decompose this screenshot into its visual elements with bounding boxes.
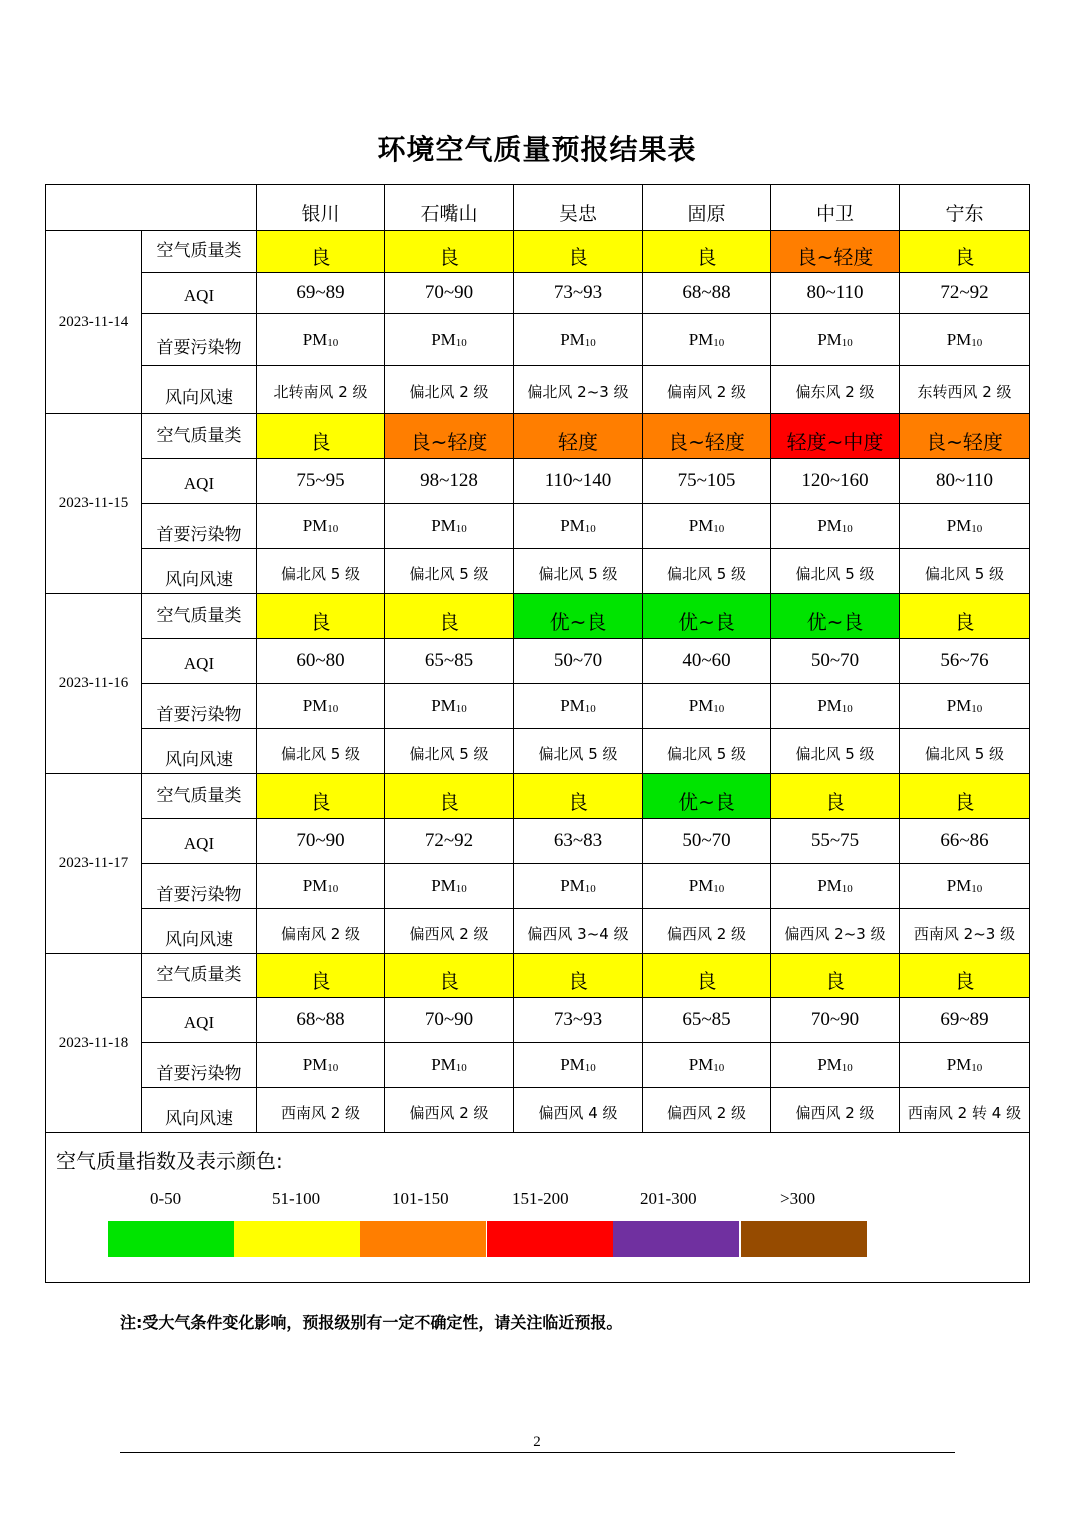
legend-range-label: >300 (780, 1189, 816, 1208)
pollutant-name: PM (560, 696, 585, 715)
wind-cell: 偏北风 5 级 (385, 549, 514, 594)
pollutant-subscript: 10 (841, 703, 853, 715)
aqi-cell: 65~85 (385, 639, 514, 684)
row-label-wind: 风向风速 (142, 549, 257, 594)
wind-cell: 偏北风 5 级 (900, 549, 1030, 594)
forecast-date: 2023-11-18 (46, 954, 142, 1133)
pollutant-name: PM (431, 696, 456, 715)
pollutant-name: PM (560, 329, 585, 349)
pollutant-name: PM (302, 516, 328, 535)
pollutant-cell (514, 504, 643, 549)
aqi-cell: 98~128 (385, 459, 514, 504)
pollutant-cell (643, 864, 771, 909)
city-header-row (46, 185, 1030, 231)
row-label-wind: 风向风速 (142, 1088, 257, 1133)
wind-cell: 偏北风 5 级 (514, 729, 643, 774)
aqi-cell: 110~140 (514, 459, 643, 504)
row-label-aqi: AQI (142, 273, 257, 314)
row-label-aqi: AQI (142, 819, 257, 864)
wind-cell: 北转南风 2 级 (257, 366, 385, 414)
pollutant-subscript: 10 (455, 703, 467, 715)
aqi-cell: 50~70 (771, 639, 900, 684)
pollutant-subscript: 10 (713, 336, 725, 349)
row-label-pollutant: 首要污染物 (142, 504, 257, 549)
pollutant-subscript: 10 (841, 883, 853, 895)
pollutant-cell (900, 1043, 1030, 1088)
pollutant-cell (771, 864, 900, 909)
quality-cell: 良~轻度 (643, 414, 771, 459)
pollutant-cell (385, 684, 514, 729)
pollutant-subscript: 10 (841, 523, 853, 535)
quality-cell: 良 (514, 231, 643, 273)
aqi-row (46, 459, 1030, 504)
pollutant-name: PM (688, 516, 714, 535)
pollutant-name: PM (560, 516, 585, 535)
pollutant-cell (643, 1043, 771, 1088)
wind-row (46, 549, 1030, 594)
quality-row (46, 231, 1030, 273)
aqi-cell: 70~90 (385, 998, 514, 1043)
quality-cell: 良 (900, 231, 1030, 273)
aqi-cell: 55~75 (771, 819, 900, 864)
pollutant-name: PM (946, 1055, 972, 1074)
pollutant-cell (385, 1043, 514, 1088)
wind-cell: 偏西风 2 级 (385, 1088, 514, 1133)
city-header: 石嘴山 (385, 185, 514, 231)
pollutant-subscript: 10 (327, 703, 339, 715)
pollutant-subscript: 10 (327, 883, 339, 895)
pollutant-name: PM (817, 1055, 842, 1074)
pollutant-name: PM (560, 876, 585, 895)
row-label-aqi: AQI (142, 459, 257, 504)
pollutant-subscript: 10 (455, 523, 467, 535)
pollutant-subscript: 10 (584, 703, 596, 715)
city-header: 中卫 (771, 185, 900, 231)
quality-cell: 良 (643, 231, 771, 273)
quality-cell: 良 (385, 954, 514, 998)
city-header: 固原 (643, 185, 771, 231)
pollutant-subscript: 10 (584, 523, 596, 535)
pollutant-subscript: 10 (455, 1062, 467, 1074)
aqi-legend (46, 1133, 1030, 1283)
pollutant-row (46, 314, 1030, 366)
pollutant-name: PM (431, 516, 456, 535)
wind-cell: 偏西风 2 级 (643, 909, 771, 954)
aqi-cell: 80~110 (771, 273, 900, 314)
aqi-cell: 63~83 (514, 819, 643, 864)
wind-cell: 偏北风 5 级 (771, 729, 900, 774)
pollutant-subscript: 10 (584, 1062, 596, 1074)
row-label-wind: 风向风速 (142, 909, 257, 954)
quality-cell: 良~轻度 (385, 414, 514, 459)
pollutant-name: PM (431, 1055, 456, 1074)
aqi-cell: 73~93 (514, 273, 643, 314)
pollutant-cell (900, 504, 1030, 549)
quality-cell: 良 (257, 954, 385, 998)
quality-cell: 优~良 (643, 774, 771, 819)
row-label-wind: 风向风速 (142, 729, 257, 774)
row-label-pollutant: 首要污染物 (142, 1043, 257, 1088)
pollutant-name: PM (302, 696, 328, 715)
legend-color-swatch (108, 1221, 234, 1257)
row-label-quality: 空气质量类 (142, 594, 257, 639)
row-label-quality: 空气质量类 (142, 414, 257, 459)
forecast-date: 2023-11-14 (46, 231, 142, 414)
pollutant-row (46, 864, 1030, 909)
quality-cell: 良 (900, 774, 1030, 819)
aqi-cell: 70~90 (771, 998, 900, 1043)
wind-cell: 偏西风 2 级 (771, 1088, 900, 1133)
pollutant-subscript: 10 (713, 1062, 725, 1074)
pollutant-cell (514, 314, 643, 366)
quality-cell: 良 (257, 231, 385, 273)
quality-cell: 轻度~中度 (771, 414, 900, 459)
wind-cell: 偏北风 5 级 (771, 549, 900, 594)
pollutant-name: PM (946, 876, 972, 895)
wind-cell: 偏北风 5 级 (257, 729, 385, 774)
pollutant-name: PM (688, 329, 714, 349)
wind-cell: 偏北风 5 级 (385, 729, 514, 774)
aqi-cell: 56~76 (900, 639, 1030, 684)
pollutant-name: PM (688, 696, 714, 715)
legend-color-swatch (487, 1221, 613, 1257)
aqi-row (46, 998, 1030, 1043)
footer-rule (120, 1452, 955, 1453)
wind-row (46, 366, 1030, 414)
legend-color-swatch (741, 1221, 867, 1257)
quality-cell: 轻度 (514, 414, 643, 459)
pollutant-name: PM (817, 516, 842, 535)
row-label-aqi: AQI (142, 639, 257, 684)
document-title: 环境空气质量预报结果表 (377, 133, 697, 166)
pollutant-subscript: 10 (584, 883, 596, 895)
aqi-row (46, 273, 1030, 314)
legend-range-label: 51-100 (272, 1189, 321, 1208)
forecast-note: 注:受大气条件变化影响，预报级别有一定不确定性，请关注临近预报。 (120, 1313, 623, 1332)
aqi-cell: 60~80 (257, 639, 385, 684)
pollutant-subscript: 10 (713, 703, 725, 715)
aqi-cell: 50~70 (643, 819, 771, 864)
pollutant-cell (257, 684, 385, 729)
row-label-aqi: AQI (142, 998, 257, 1043)
pollutant-name: PM (560, 1055, 585, 1074)
pollutant-cell (771, 504, 900, 549)
pollutant-row (46, 504, 1030, 549)
pollutant-subscript: 10 (971, 523, 983, 535)
quality-row (46, 774, 1030, 819)
pollutant-name: PM (946, 516, 972, 535)
pollutant-name: PM (688, 1055, 714, 1074)
pollutant-cell (514, 684, 643, 729)
quality-cell: 良 (900, 594, 1030, 639)
aqi-cell: 80~110 (900, 459, 1030, 504)
pollutant-subscript: 10 (841, 336, 853, 349)
row-label-quality: 空气质量类 (142, 231, 257, 273)
forecast-date: 2023-11-17 (46, 774, 142, 954)
row-label-pollutant: 首要污染物 (142, 864, 257, 909)
wind-row (46, 909, 1030, 954)
pollutant-name: PM (302, 329, 328, 349)
quality-cell: 良 (643, 954, 771, 998)
wind-row (46, 1088, 1030, 1133)
pollutant-cell (771, 314, 900, 366)
forecast-date: 2023-11-15 (46, 414, 142, 594)
legend-color-swatch (613, 1221, 739, 1257)
wind-cell: 偏南风 2 级 (643, 366, 771, 414)
quality-cell: 良 (514, 954, 643, 998)
pollutant-subscript: 10 (455, 883, 467, 895)
pollutant-cell (257, 314, 385, 366)
pollutant-cell (385, 314, 514, 366)
legend-range-label: 201-300 (640, 1189, 697, 1208)
legend-color-swatch (234, 1221, 360, 1257)
aqi-cell: 40~60 (643, 639, 771, 684)
legend-color-swatch (360, 1221, 486, 1257)
pollutant-cell (257, 1043, 385, 1088)
legend-row (46, 1133, 1030, 1283)
aqi-cell: 70~90 (257, 819, 385, 864)
wind-cell: 偏北风 5 级 (514, 549, 643, 594)
aqi-cell: 69~89 (900, 998, 1030, 1043)
aqi-cell: 75~95 (257, 459, 385, 504)
wind-cell: 偏西风 2 级 (385, 909, 514, 954)
pollutant-cell (900, 314, 1030, 366)
wind-cell: 偏北风 2~3 级 (514, 366, 643, 414)
quality-cell: 良 (257, 594, 385, 639)
aqi-cell: 73~93 (514, 998, 643, 1043)
city-header: 吴忠 (514, 185, 643, 231)
pollutant-cell (771, 684, 900, 729)
legend-range-label: 101-150 (392, 1189, 449, 1208)
quality-row (46, 954, 1030, 998)
legend-title: 空气质量指数及表示颜色: (56, 1149, 283, 1173)
wind-cell: 偏南风 2 级 (257, 909, 385, 954)
row-label-quality: 空气质量类 (142, 774, 257, 819)
quality-row (46, 414, 1030, 459)
wind-cell: 偏北风 5 级 (257, 549, 385, 594)
pollutant-cell (385, 504, 514, 549)
pollutant-cell (643, 504, 771, 549)
pollutant-name: PM (302, 1055, 328, 1074)
forecast-table (45, 184, 1030, 1283)
pollutant-subscript: 10 (455, 336, 467, 349)
quality-cell: 良 (385, 774, 514, 819)
pollutant-cell (257, 504, 385, 549)
pollutant-cell (900, 684, 1030, 729)
pollutant-cell (385, 864, 514, 909)
corner-cell (46, 185, 257, 231)
pollutant-subscript: 10 (971, 1062, 983, 1074)
wind-cell: 西南风 2~3 级 (900, 909, 1030, 954)
pollutant-name: PM (302, 876, 328, 895)
pollutant-row (46, 1043, 1030, 1088)
row-label-quality: 空气质量类 (142, 954, 257, 998)
forecast-date: 2023-11-16 (46, 594, 142, 774)
quality-cell: 优~良 (643, 594, 771, 639)
pollutant-row (46, 684, 1030, 729)
quality-cell: 良 (385, 231, 514, 273)
wind-cell: 偏北风 5 级 (643, 729, 771, 774)
quality-cell: 良 (257, 414, 385, 459)
pollutant-cell (900, 864, 1030, 909)
aqi-row (46, 639, 1030, 684)
wind-cell: 偏西风 4 级 (514, 1088, 643, 1133)
pollutant-cell (643, 684, 771, 729)
legend-range-label: 151-200 (512, 1189, 569, 1208)
pollutant-subscript: 10 (971, 703, 983, 715)
city-header: 宁东 (900, 185, 1030, 231)
wind-cell: 偏北风 2 级 (385, 366, 514, 414)
pollutant-subscript: 10 (327, 523, 339, 535)
city-header: 银川 (257, 185, 385, 231)
pollutant-subscript: 10 (713, 883, 725, 895)
wind-cell: 东转西风 2 级 (900, 366, 1030, 414)
quality-cell: 优~良 (771, 594, 900, 639)
pollutant-name: PM (431, 876, 456, 895)
wind-cell: 偏西风 2 级 (643, 1088, 771, 1133)
quality-cell: 良 (385, 594, 514, 639)
pollutant-name: PM (946, 329, 972, 349)
pollutant-name: PM (817, 329, 842, 349)
pollutant-name: PM (688, 876, 714, 895)
wind-cell: 偏西风 3~4 级 (514, 909, 643, 954)
quality-cell: 优~良 (514, 594, 643, 639)
wind-cell: 偏北风 5 级 (643, 549, 771, 594)
aqi-cell: 69~89 (257, 273, 385, 314)
aqi-cell: 68~88 (257, 998, 385, 1043)
wind-cell: 偏北风 5 级 (900, 729, 1030, 774)
pollutant-subscript: 10 (713, 523, 725, 535)
aqi-cell: 50~70 (514, 639, 643, 684)
wind-cell: 西南风 2 转 4 级 (900, 1088, 1030, 1133)
legend-range-label: 0-50 (150, 1189, 182, 1208)
page-number: 2 (533, 1434, 541, 1450)
quality-cell: 良 (514, 774, 643, 819)
quality-cell: 良~轻度 (900, 414, 1030, 459)
aqi-cell: 72~92 (900, 273, 1030, 314)
wind-cell: 西南风 2 级 (257, 1088, 385, 1133)
row-label-pollutant: 首要污染物 (142, 314, 257, 366)
row-label-wind: 风向风速 (142, 366, 257, 414)
pollutant-subscript: 10 (841, 1062, 853, 1074)
quality-cell: 良~轻度 (771, 231, 900, 273)
pollutant-name: PM (817, 696, 842, 715)
pollutant-subscript: 10 (327, 336, 339, 349)
pollutant-cell (514, 1043, 643, 1088)
pollutant-name: PM (431, 329, 456, 349)
row-label-pollutant: 首要污染物 (142, 684, 257, 729)
quality-cell: 良 (900, 954, 1030, 998)
pollutant-name: PM (817, 876, 842, 895)
aqi-row (46, 819, 1030, 864)
forecast-table-body (46, 185, 1030, 1283)
pollutant-subscript: 10 (584, 336, 596, 349)
pollutant-subscript: 10 (971, 336, 983, 349)
wind-cell: 偏西风 2~3 级 (771, 909, 900, 954)
aqi-cell: 120~160 (771, 459, 900, 504)
wind-cell: 偏东风 2 级 (771, 366, 900, 414)
pollutant-subscript: 10 (971, 883, 983, 895)
pollutant-subscript: 10 (327, 1062, 339, 1074)
wind-row (46, 729, 1030, 774)
pollutant-cell (257, 864, 385, 909)
aqi-cell: 65~85 (643, 998, 771, 1043)
aqi-cell: 70~90 (385, 273, 514, 314)
aqi-cell: 66~86 (900, 819, 1030, 864)
quality-cell: 良 (257, 774, 385, 819)
quality-row (46, 594, 1030, 639)
pollutant-cell (771, 1043, 900, 1088)
quality-cell: 良 (771, 774, 900, 819)
pollutant-cell (514, 864, 643, 909)
aqi-cell: 68~88 (643, 273, 771, 314)
quality-cell: 良 (771, 954, 900, 998)
pollutant-name: PM (946, 696, 972, 715)
aqi-cell: 72~92 (385, 819, 514, 864)
aqi-cell: 75~105 (643, 459, 771, 504)
pollutant-cell (643, 314, 771, 366)
